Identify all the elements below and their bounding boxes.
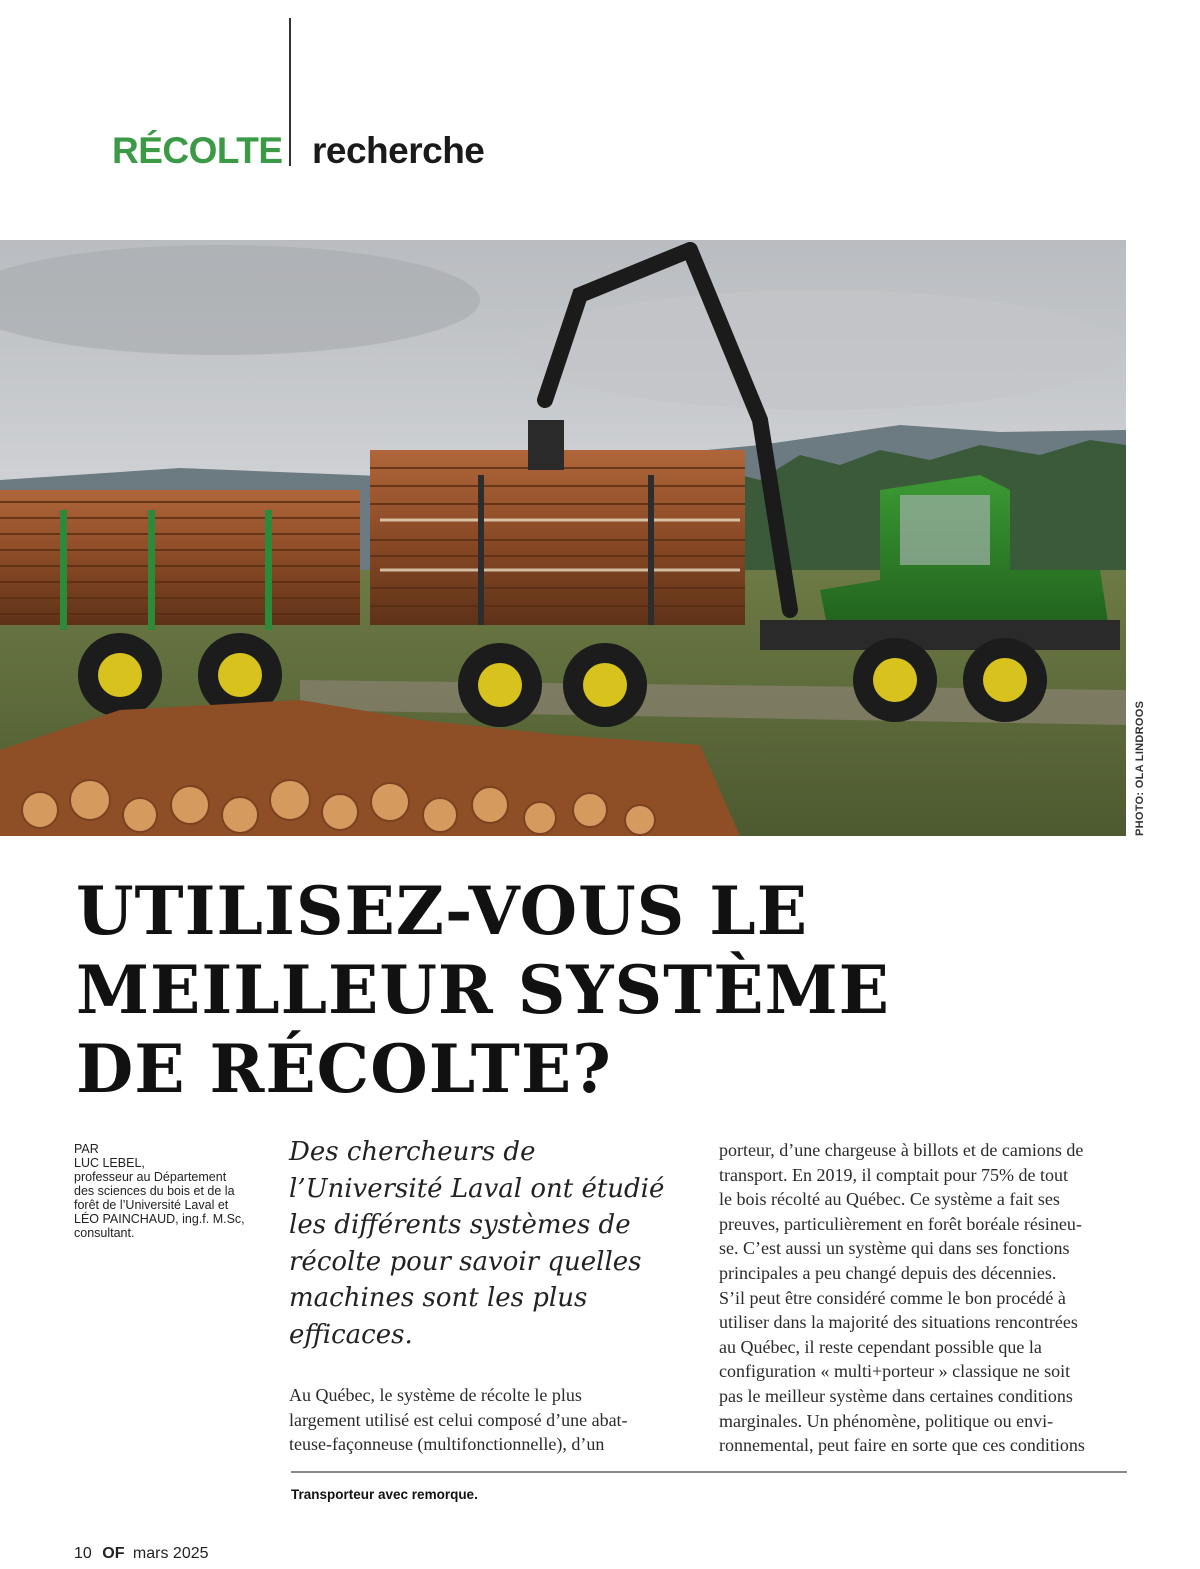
deck-line: l’Université Laval ont étudié [289, 1173, 665, 1204]
page-number: 10 [74, 1545, 92, 1562]
deck-line: machines sont les plus [289, 1283, 588, 1313]
body-line: porteur, d’une chargeuse à billots et de camions de [719, 1140, 1084, 1160]
article-headline [76, 872, 1076, 1109]
byline-line: LUC LEBEL, [74, 1156, 145, 1170]
body-line: pas le meilleur système dans certaines conditions [719, 1385, 1073, 1406]
body-line: utiliser dans la majorité des situations rencontrées [719, 1312, 1078, 1333]
byline-line: PAR [74, 1142, 99, 1156]
photo-credit: PHOTO: OLA LINDROOS [1134, 700, 1146, 836]
byline-line: des sciences du bois et de la [74, 1184, 235, 1198]
body-line: preuves, particulièrement en forêt boréale résineu- [719, 1213, 1082, 1234]
body-line: teuse-façonneuse (multifonctionnelle), d’un [289, 1434, 605, 1455]
deck-line: récolte pour savoir quelles [289, 1246, 642, 1277]
body-line: ronnemental, peut faire en sorte que ces conditions [719, 1435, 1085, 1456]
body-line: marginales. Un phénomène, politique ou envi- [719, 1410, 1054, 1431]
body-line: configuration « multi+porteur » classique ne soit [719, 1361, 1071, 1382]
body-line: transport. En 2019, il comptait pour 75% de tout [719, 1164, 1068, 1185]
body-line: se. C’est aussi un système qui dans ses fonctions [719, 1238, 1070, 1259]
byline-line: LÉO PAINCHAUD, ing.f. M.Sc, [74, 1212, 245, 1226]
byline-line: professeur au Département [74, 1170, 227, 1184]
section-subtitle: recherche [312, 130, 485, 171]
deck-line: les différents systèmes de [289, 1210, 631, 1240]
body-line: largement utilisé est celui composé d’une abat- [289, 1409, 628, 1430]
byline-line: forêt de l’Université Laval et [74, 1198, 229, 1212]
body-column-2 [719, 1138, 1129, 1458]
article-deck [289, 1134, 709, 1353]
header-divider [289, 18, 291, 166]
headline-line: UTILISEZ-VOUS LE [76, 872, 809, 950]
body-line: au Québec, il reste cependant possible que la [719, 1336, 1042, 1357]
deck-line: Des chercheurs de [289, 1137, 536, 1167]
byline-line: consultant. [74, 1226, 135, 1240]
body-column-1 [289, 1383, 689, 1457]
headline-line: MEILLEUR SYSTÈME [76, 951, 890, 1029]
body-line: principales a peu changé depuis des décennies. [719, 1262, 1057, 1283]
headline-line: DE RÉCOLTE? [76, 1030, 612, 1108]
issue-date: mars 2025 [132, 1545, 209, 1562]
hero-photo [0, 240, 1126, 836]
body-line: S’il peut être considéré comme le bon procédé à [719, 1287, 1066, 1308]
photo-caption: Transporteur avec remorque. [291, 1487, 478, 1502]
byline [74, 1142, 274, 1240]
magazine-name: OF [102, 1545, 125, 1562]
deck-line: efficaces. [289, 1319, 413, 1350]
body-line: le bois récolté au Québec. Ce système a fait ses [719, 1189, 1060, 1210]
caption-rule [291, 1471, 1127, 1473]
body-line: Au Québec, le système de récolte le plus [289, 1385, 582, 1405]
section-tag: RÉCOLTE [112, 130, 283, 171]
page-footer [74, 1545, 209, 1563]
